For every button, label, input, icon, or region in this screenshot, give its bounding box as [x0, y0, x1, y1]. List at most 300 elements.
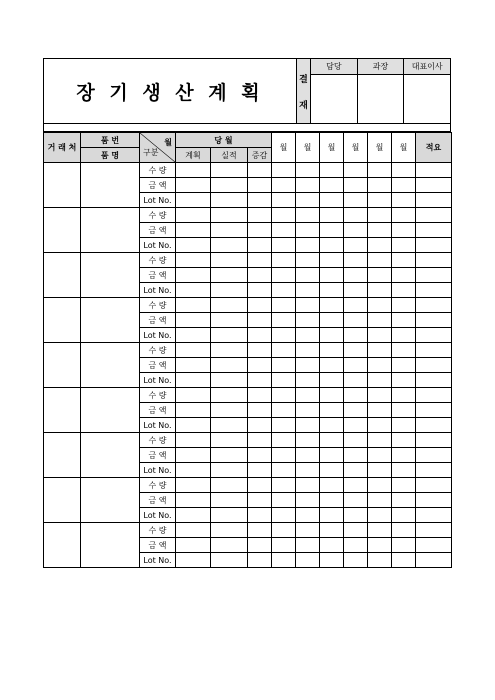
data-cell[interactable]	[176, 283, 211, 298]
data-cell[interactable]	[211, 418, 248, 433]
data-cell[interactable]	[272, 343, 296, 358]
data-cell[interactable]	[320, 358, 344, 373]
data-cell[interactable]	[296, 268, 320, 283]
data-cell[interactable]	[392, 508, 416, 523]
data-cell[interactable]	[211, 523, 248, 538]
data-cell[interactable]	[272, 388, 296, 403]
data-cell[interactable]	[272, 493, 296, 508]
data-cell[interactable]	[296, 193, 320, 208]
data-cell[interactable]	[211, 328, 248, 343]
data-cell[interactable]	[416, 493, 452, 508]
data-cell[interactable]	[176, 403, 211, 418]
data-cell[interactable]	[416, 538, 452, 553]
data-cell[interactable]	[368, 328, 392, 343]
row-category-label: 금 액	[140, 403, 176, 418]
data-cell[interactable]	[416, 553, 452, 568]
data-cell[interactable]	[368, 208, 392, 223]
data-cell[interactable]	[176, 238, 211, 253]
data-cell[interactable]	[248, 238, 272, 253]
data-cell[interactable]	[272, 478, 296, 493]
data-cell[interactable]	[176, 208, 211, 223]
data-cell[interactable]	[344, 433, 368, 448]
data-cell[interactable]	[416, 298, 452, 313]
data-cell[interactable]	[344, 268, 368, 283]
data-cell[interactable]	[296, 538, 320, 553]
data-cell[interactable]	[392, 358, 416, 373]
data-cell[interactable]	[176, 508, 211, 523]
data-cell[interactable]	[248, 463, 272, 478]
data-cell[interactable]	[320, 268, 344, 283]
data-cell[interactable]	[320, 433, 344, 448]
data-cell[interactable]	[272, 193, 296, 208]
data-cell[interactable]	[320, 283, 344, 298]
data-cell[interactable]	[344, 478, 368, 493]
data-cell[interactable]	[416, 403, 452, 418]
data-cell[interactable]	[211, 403, 248, 418]
data-cell[interactable]	[248, 283, 272, 298]
data-cell[interactable]	[416, 223, 452, 238]
data-cell[interactable]	[368, 238, 392, 253]
client-cell[interactable]	[44, 298, 81, 343]
data-cell[interactable]	[344, 388, 368, 403]
data-cell[interactable]	[320, 523, 344, 538]
client-cell[interactable]	[44, 253, 81, 298]
data-cell[interactable]	[272, 298, 296, 313]
data-cell[interactable]	[368, 343, 392, 358]
item-cell[interactable]	[81, 208, 140, 253]
data-cell[interactable]	[248, 178, 272, 193]
data-cell[interactable]	[392, 193, 416, 208]
data-cell[interactable]	[392, 418, 416, 433]
approval-label-top: 결	[299, 74, 308, 85]
data-cell[interactable]	[392, 403, 416, 418]
data-cell[interactable]	[296, 448, 320, 463]
data-cell[interactable]	[416, 358, 452, 373]
row-category-label: 금 액	[140, 178, 176, 193]
data-cell[interactable]	[211, 478, 248, 493]
data-cell[interactable]	[344, 448, 368, 463]
data-cell[interactable]	[176, 298, 211, 313]
data-cell[interactable]	[320, 553, 344, 568]
data-cell[interactable]	[211, 283, 248, 298]
client-cell[interactable]	[44, 343, 81, 388]
data-cell[interactable]	[211, 373, 248, 388]
data-cell[interactable]	[344, 493, 368, 508]
data-cell[interactable]	[248, 388, 272, 403]
data-cell[interactable]	[392, 493, 416, 508]
data-cell[interactable]	[211, 193, 248, 208]
data-cell[interactable]	[248, 373, 272, 388]
item-cell[interactable]	[81, 478, 140, 523]
data-cell[interactable]	[416, 268, 452, 283]
data-cell[interactable]	[248, 223, 272, 238]
data-cell[interactable]	[272, 223, 296, 238]
data-cell[interactable]	[176, 163, 211, 178]
data-cell[interactable]	[320, 538, 344, 553]
data-cell[interactable]	[176, 553, 211, 568]
data-cell[interactable]	[296, 208, 320, 223]
data-cell[interactable]	[296, 343, 320, 358]
data-cell[interactable]	[416, 328, 452, 343]
data-cell[interactable]	[248, 433, 272, 448]
data-cell[interactable]	[272, 358, 296, 373]
data-cell[interactable]	[344, 223, 368, 238]
data-cell[interactable]	[344, 208, 368, 223]
data-cell[interactable]	[320, 298, 344, 313]
data-cell[interactable]	[296, 388, 320, 403]
data-cell[interactable]	[211, 253, 248, 268]
data-cell[interactable]	[176, 433, 211, 448]
data-cell[interactable]	[211, 268, 248, 283]
data-cell[interactable]	[344, 178, 368, 193]
data-cell[interactable]	[248, 508, 272, 523]
data-cell[interactable]	[211, 493, 248, 508]
data-cell[interactable]	[272, 418, 296, 433]
data-cell[interactable]	[296, 373, 320, 388]
data-cell[interactable]	[320, 418, 344, 433]
data-cell[interactable]	[296, 283, 320, 298]
data-cell[interactable]	[320, 493, 344, 508]
data-cell[interactable]	[296, 328, 320, 343]
data-cell[interactable]	[248, 343, 272, 358]
data-cell[interactable]	[416, 283, 452, 298]
data-cell[interactable]	[368, 553, 392, 568]
data-cell[interactable]	[296, 358, 320, 373]
data-cell[interactable]	[368, 313, 392, 328]
data-cell[interactable]	[211, 448, 248, 463]
data-cell[interactable]	[320, 403, 344, 418]
data-cell[interactable]	[296, 553, 320, 568]
data-cell[interactable]	[211, 298, 248, 313]
data-cell[interactable]	[296, 493, 320, 508]
item-cell[interactable]	[81, 253, 140, 298]
item-cell[interactable]	[81, 298, 140, 343]
data-cell[interactable]	[344, 373, 368, 388]
data-cell[interactable]	[392, 388, 416, 403]
data-cell[interactable]	[416, 193, 452, 208]
data-cell[interactable]	[272, 373, 296, 388]
data-cell[interactable]	[320, 163, 344, 178]
data-cell[interactable]	[248, 493, 272, 508]
data-cell[interactable]	[248, 478, 272, 493]
data-cell[interactable]	[416, 448, 452, 463]
data-cell[interactable]	[416, 463, 452, 478]
data-cell[interactable]	[248, 193, 272, 208]
data-cell[interactable]	[211, 508, 248, 523]
data-cell[interactable]	[368, 418, 392, 433]
data-cell[interactable]	[416, 178, 452, 193]
data-cell[interactable]	[416, 238, 452, 253]
data-cell[interactable]	[344, 343, 368, 358]
data-cell[interactable]	[344, 553, 368, 568]
item-cell[interactable]	[81, 388, 140, 433]
data-cell[interactable]	[176, 193, 211, 208]
data-cell[interactable]	[176, 268, 211, 283]
data-cell[interactable]	[296, 403, 320, 418]
data-cell[interactable]	[211, 208, 248, 223]
data-cell[interactable]	[248, 553, 272, 568]
data-cell[interactable]	[176, 523, 211, 538]
data-cell[interactable]	[344, 508, 368, 523]
data-cell[interactable]	[296, 163, 320, 178]
data-cell[interactable]	[392, 328, 416, 343]
data-cell[interactable]	[344, 403, 368, 418]
data-cell[interactable]	[272, 553, 296, 568]
data-cell[interactable]	[344, 193, 368, 208]
data-cell[interactable]	[392, 478, 416, 493]
data-cell[interactable]	[211, 238, 248, 253]
data-cell[interactable]	[320, 223, 344, 238]
data-cell[interactable]	[320, 328, 344, 343]
data-cell[interactable]	[211, 178, 248, 193]
data-cell[interactable]	[416, 478, 452, 493]
item-cell[interactable]	[81, 433, 140, 478]
data-cell[interactable]	[392, 268, 416, 283]
data-cell[interactable]	[296, 223, 320, 238]
data-cell[interactable]	[296, 508, 320, 523]
data-cell[interactable]	[176, 178, 211, 193]
data-cell[interactable]	[416, 523, 452, 538]
data-cell[interactable]	[176, 493, 211, 508]
data-cell[interactable]	[320, 178, 344, 193]
data-cell[interactable]	[392, 433, 416, 448]
data-cell[interactable]	[176, 358, 211, 373]
data-cell[interactable]	[368, 358, 392, 373]
data-cell[interactable]	[416, 433, 452, 448]
data-cell[interactable]	[176, 253, 211, 268]
item-cell[interactable]	[81, 343, 140, 388]
data-cell[interactable]	[344, 523, 368, 538]
data-cell[interactable]	[248, 418, 272, 433]
signature-box-staff[interactable]	[311, 75, 357, 123]
row-category-label: Lot No.	[140, 508, 176, 523]
data-cell[interactable]	[248, 358, 272, 373]
client-cell[interactable]	[44, 433, 81, 478]
data-cell[interactable]	[344, 253, 368, 268]
data-cell[interactable]	[392, 523, 416, 538]
data-cell[interactable]	[248, 163, 272, 178]
data-cell[interactable]	[176, 343, 211, 358]
data-cell[interactable]	[248, 328, 272, 343]
row-category-label: 금 액	[140, 493, 176, 508]
data-cell[interactable]	[272, 163, 296, 178]
data-cell[interactable]	[320, 208, 344, 223]
data-cell[interactable]	[392, 283, 416, 298]
data-cell[interactable]	[368, 523, 392, 538]
data-cell[interactable]	[392, 253, 416, 268]
data-cell[interactable]	[248, 208, 272, 223]
data-cell[interactable]	[392, 553, 416, 568]
item-cell[interactable]	[81, 523, 140, 568]
data-cell[interactable]	[248, 268, 272, 283]
row-category-label: 금 액	[140, 313, 176, 328]
data-cell[interactable]	[392, 163, 416, 178]
data-cell[interactable]	[344, 313, 368, 328]
data-cell[interactable]	[368, 538, 392, 553]
data-cell[interactable]	[320, 238, 344, 253]
client-cell[interactable]	[44, 523, 81, 568]
data-cell[interactable]	[176, 223, 211, 238]
data-cell[interactable]	[320, 478, 344, 493]
data-cell[interactable]	[320, 343, 344, 358]
data-cell[interactable]	[272, 313, 296, 328]
data-cell[interactable]	[368, 193, 392, 208]
data-cell[interactable]	[272, 268, 296, 283]
client-header: 거 래 처	[44, 133, 81, 163]
data-cell[interactable]	[368, 178, 392, 193]
data-cell[interactable]	[176, 418, 211, 433]
data-cell[interactable]	[296, 178, 320, 193]
client-cell[interactable]	[44, 388, 81, 433]
item-cell[interactable]	[81, 163, 140, 208]
data-cell[interactable]	[320, 373, 344, 388]
data-cell[interactable]	[248, 253, 272, 268]
data-cell[interactable]	[296, 313, 320, 328]
data-cell[interactable]	[272, 328, 296, 343]
data-cell[interactable]	[176, 448, 211, 463]
data-cell[interactable]	[368, 403, 392, 418]
data-cell[interactable]	[272, 208, 296, 223]
data-cell[interactable]	[211, 433, 248, 448]
data-cell[interactable]	[176, 463, 211, 478]
data-cell[interactable]	[344, 358, 368, 373]
data-cell[interactable]	[392, 223, 416, 238]
data-cell[interactable]	[416, 208, 452, 223]
data-cell[interactable]	[416, 253, 452, 268]
data-cell[interactable]	[296, 238, 320, 253]
data-cell[interactable]	[392, 208, 416, 223]
data-cell[interactable]	[368, 253, 392, 268]
data-cell[interactable]	[368, 448, 392, 463]
data-cell[interactable]	[176, 313, 211, 328]
data-cell[interactable]	[416, 388, 452, 403]
data-cell[interactable]	[368, 493, 392, 508]
data-cell[interactable]	[392, 298, 416, 313]
data-cell[interactable]	[248, 403, 272, 418]
data-cell[interactable]	[344, 463, 368, 478]
row-category-label: Lot No.	[140, 418, 176, 433]
data-cell[interactable]	[248, 523, 272, 538]
data-cell[interactable]	[272, 538, 296, 553]
data-cell[interactable]	[272, 523, 296, 538]
data-cell[interactable]	[248, 448, 272, 463]
data-cell[interactable]	[176, 388, 211, 403]
data-cell[interactable]	[320, 508, 344, 523]
data-cell[interactable]	[344, 238, 368, 253]
data-cell[interactable]	[368, 463, 392, 478]
data-cell[interactable]	[368, 373, 392, 388]
data-cell[interactable]	[392, 538, 416, 553]
data-cell[interactable]	[296, 253, 320, 268]
data-cell[interactable]	[416, 343, 452, 358]
data-cell[interactable]	[248, 298, 272, 313]
signature-box-manager[interactable]	[358, 75, 404, 123]
client-cell[interactable]	[44, 478, 81, 523]
data-cell[interactable]	[392, 178, 416, 193]
data-cell[interactable]	[272, 463, 296, 478]
data-cell[interactable]	[344, 163, 368, 178]
data-cell[interactable]	[368, 268, 392, 283]
data-cell[interactable]	[368, 388, 392, 403]
data-cell[interactable]	[176, 538, 211, 553]
signature-box-ceo[interactable]	[404, 75, 450, 123]
data-cell[interactable]	[368, 508, 392, 523]
data-cell[interactable]	[416, 313, 452, 328]
data-cell[interactable]	[416, 163, 452, 178]
data-cell[interactable]	[248, 313, 272, 328]
data-cell[interactable]	[248, 538, 272, 553]
data-cell[interactable]	[368, 478, 392, 493]
data-cell[interactable]	[211, 223, 248, 238]
data-cell[interactable]	[211, 343, 248, 358]
client-cell[interactable]	[44, 208, 81, 253]
data-cell[interactable]	[211, 553, 248, 568]
data-cell[interactable]	[392, 448, 416, 463]
data-cell[interactable]	[272, 433, 296, 448]
data-cell[interactable]	[272, 403, 296, 418]
data-cell[interactable]	[272, 283, 296, 298]
data-cell[interactable]	[176, 328, 211, 343]
data-cell[interactable]	[416, 373, 452, 388]
data-cell[interactable]	[176, 478, 211, 493]
data-cell[interactable]	[272, 448, 296, 463]
data-cell[interactable]	[392, 238, 416, 253]
data-cell[interactable]	[368, 223, 392, 238]
data-cell[interactable]	[211, 163, 248, 178]
data-cell[interactable]	[368, 283, 392, 298]
data-cell[interactable]	[320, 463, 344, 478]
data-cell[interactable]	[344, 298, 368, 313]
client-cell[interactable]	[44, 163, 81, 208]
data-cell[interactable]	[344, 418, 368, 433]
data-cell[interactable]	[392, 373, 416, 388]
data-cell[interactable]	[296, 433, 320, 448]
data-cell[interactable]	[392, 463, 416, 478]
data-cell[interactable]	[344, 328, 368, 343]
data-cell[interactable]	[211, 313, 248, 328]
data-cell[interactable]	[211, 538, 248, 553]
data-cell[interactable]	[320, 193, 344, 208]
data-cell[interactable]	[272, 508, 296, 523]
data-cell[interactable]	[320, 253, 344, 268]
data-cell[interactable]	[368, 433, 392, 448]
row-category-label: Lot No.	[140, 553, 176, 568]
data-cell[interactable]	[368, 163, 392, 178]
data-cell[interactable]	[296, 463, 320, 478]
data-cell[interactable]	[320, 448, 344, 463]
data-cell[interactable]	[416, 508, 452, 523]
data-cell[interactable]	[320, 388, 344, 403]
data-cell[interactable]	[392, 343, 416, 358]
data-cell[interactable]	[272, 238, 296, 253]
data-cell[interactable]	[211, 388, 248, 403]
data-cell[interactable]	[211, 463, 248, 478]
data-cell[interactable]	[296, 523, 320, 538]
data-cell[interactable]	[368, 298, 392, 313]
data-cell[interactable]	[344, 538, 368, 553]
data-cell[interactable]	[296, 298, 320, 313]
data-cell[interactable]	[296, 418, 320, 433]
data-cell[interactable]	[211, 358, 248, 373]
data-cell[interactable]	[176, 373, 211, 388]
data-cell[interactable]	[272, 253, 296, 268]
data-cell[interactable]	[272, 178, 296, 193]
data-cell[interactable]	[416, 418, 452, 433]
data-cell[interactable]	[320, 313, 344, 328]
data-cell[interactable]	[344, 283, 368, 298]
data-cell[interactable]	[392, 313, 416, 328]
data-cell[interactable]	[296, 478, 320, 493]
